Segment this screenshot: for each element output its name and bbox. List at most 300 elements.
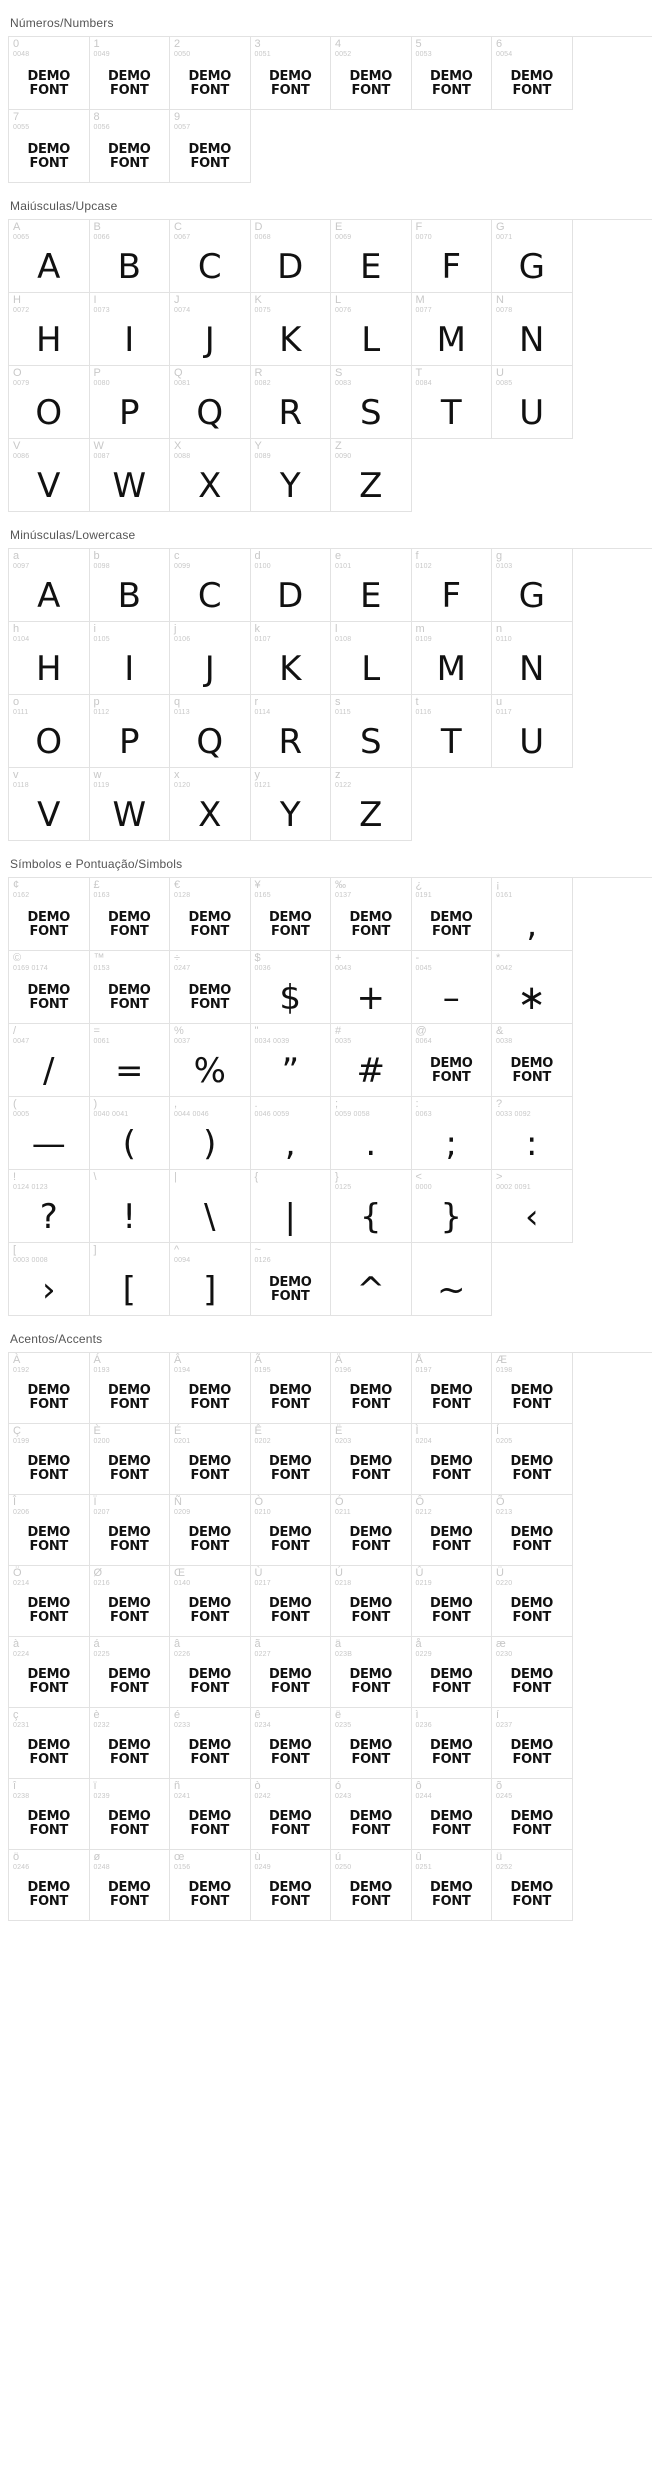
glyph-cell[interactable] [412,1024,493,1097]
glyph-cell[interactable] [412,1170,493,1243]
glyph-char-label: & [496,1025,504,1037]
glyph-char-label: n [496,623,503,635]
glyph-code-label: 0217 [254,1580,271,1587]
glyph-code-label: 0245 [496,1793,513,1800]
glyph-cell[interactable] [90,366,171,439]
glyph-char-label: à [13,1638,20,1650]
glyph-cell[interactable] [9,366,90,439]
glyph-demo-placeholder [412,1730,492,1776]
demo-line-2: FONT [512,1610,551,1625]
demo-line-1: DEMO [27,1738,70,1753]
glyph-cell[interactable] [251,1779,332,1850]
glyph-cell[interactable] [492,549,573,622]
glyph-cell[interactable] [412,37,493,110]
glyph-render: N [519,649,545,689]
glyph-cell[interactable] [170,110,251,183]
glyph-cell[interactable] [331,366,412,439]
glyph-char-label: j [174,623,177,635]
glyph-cell[interactable] [492,1024,573,1097]
glyph-cell[interactable] [492,622,573,695]
glyph-cell[interactable] [90,622,171,695]
glyph-char-label: 3 [254,38,261,50]
glyph-cell[interactable] [331,695,412,768]
glyph-cell[interactable] [331,1495,412,1566]
glyph-char-label: V [13,440,21,452]
glyph-cell[interactable] [412,220,493,293]
glyph-cell[interactable] [170,366,251,439]
demo-line-1: DEMO [510,69,553,84]
glyph-cell[interactable] [90,110,171,183]
demo-line-1: DEMO [510,1880,553,1895]
glyph-cell[interactable] [492,1424,573,1495]
glyph-code-label: 0122 [335,782,352,789]
glyph-cell[interactable] [331,1708,412,1779]
glyph-code-label: 0124 0123 [13,1184,48,1191]
glyph-char-label: r [254,696,259,708]
glyph-cell[interactable] [170,1566,251,1637]
glyph-cell[interactable] [331,549,412,622]
glyph-demo-placeholder [412,1659,492,1705]
glyph-cell[interactable] [251,366,332,439]
glyph-char-label: ê [254,1709,261,1721]
glyph-char-label: Ò [254,1496,264,1508]
glyph-cell[interactable] [251,1097,332,1170]
section-title-uppercase: Maiúsculas/Upcase [10,199,118,213]
demo-line-1: DEMO [27,1454,70,1469]
glyph-cell[interactable] [90,37,171,110]
glyph-cell[interactable] [90,1495,171,1566]
glyph-char-label: ô [415,1780,422,1792]
glyph-code-label: 0050 [174,51,191,58]
demo-line-1: DEMO [188,1383,231,1398]
glyph-cell[interactable] [170,1424,251,1495]
glyph-cell[interactable] [251,293,332,366]
demo-line-2: FONT [110,1397,149,1412]
glyph-code-label: 0112 [93,709,110,716]
demo-line-2: FONT [190,1823,229,1838]
demo-line-1: DEMO [510,1525,553,1540]
glyph-cell[interactable] [251,220,332,293]
demo-line-2: FONT [351,1610,390,1625]
glyph-cell[interactable] [90,1850,171,1921]
glyph-code-label: 0212 [415,1509,432,1516]
glyph-cell[interactable] [90,1637,171,1708]
glyph-cell[interactable] [90,549,171,622]
glyph-char-label: \ [93,1171,97,1183]
glyph-char-label: 1 [93,38,100,50]
glyph-char-label: À [13,1354,21,1366]
glyph-grid-accents [8,1352,652,1921]
glyph-char-label: # [335,1025,342,1037]
glyph-cell[interactable] [90,1353,171,1424]
glyph-cell[interactable] [170,768,251,841]
demo-line-1: DEMO [188,1667,231,1682]
glyph-code-label: 0103 [496,563,513,570]
glyph-cell[interactable] [170,1495,251,1566]
glyph-cell[interactable] [251,1353,332,1424]
glyph-code-label: 0242 [254,1793,271,1800]
glyph-cell[interactable] [9,1170,90,1243]
glyph-char-label: J [174,294,180,306]
glyph-cell[interactable] [492,1708,573,1779]
glyph-cell[interactable] [331,1566,412,1637]
glyph-cell[interactable] [331,622,412,695]
glyph-cell[interactable] [412,1850,493,1921]
demo-line-2: FONT [351,1468,390,1483]
glyph-demo-placeholder [412,902,492,948]
glyph-cell[interactable] [412,878,493,951]
glyph-cell[interactable] [251,622,332,695]
glyph-cell[interactable] [331,1779,412,1850]
glyph-cell[interactable] [412,1566,493,1637]
glyph-cell[interactable] [90,951,171,1024]
glyph-cell[interactable] [412,1353,493,1424]
glyph-cell[interactable] [492,220,573,293]
glyph-cell[interactable] [90,439,171,512]
glyph-cell[interactable] [412,1708,493,1779]
glyph-cell[interactable] [331,1024,412,1097]
demo-line-1: DEMO [188,1525,231,1540]
glyph-code-label: 0090 [335,453,352,460]
glyph-render: Y [279,795,301,835]
glyph-render: J [204,649,215,689]
glyph-cell[interactable] [90,1566,171,1637]
demo-line-2: FONT [190,1894,229,1909]
glyph-cell[interactable] [9,1779,90,1850]
glyph-cell[interactable] [9,951,90,1024]
glyph-char-label: K [254,294,262,306]
glyph-cell[interactable] [331,1170,412,1243]
glyph-cell[interactable] [9,1243,90,1316]
glyph-cell[interactable] [9,1637,90,1708]
glyph-cell[interactable] [251,439,332,512]
glyph-cell[interactable] [170,1024,251,1097]
glyph-cell[interactable] [9,622,90,695]
glyph-char-label: Ä [335,1354,343,1366]
glyph-cell[interactable] [331,1637,412,1708]
glyph-cell[interactable] [90,1097,171,1170]
glyph-code-label: 0161 [496,892,513,899]
demo-line-2: FONT [271,1823,310,1838]
glyph-cell[interactable] [251,951,332,1024]
demo-line-2: FONT [351,1539,390,1554]
demo-line-2: FONT [512,1070,551,1085]
glyph-char-label: á [93,1638,100,1650]
glyph-cell[interactable] [170,1353,251,1424]
glyph-cell[interactable] [9,1024,90,1097]
glyph-cell[interactable] [9,37,90,110]
glyph-render: C [197,576,222,616]
glyph-code-label: 0220 [496,1580,513,1587]
glyph-cell[interactable] [170,951,251,1024]
glyph-cell[interactable] [9,220,90,293]
glyph-char-label: } [335,1171,339,1183]
glyph-cell[interactable] [9,878,90,951]
glyph-cell[interactable] [331,1243,412,1316]
glyph-code-label: 0117 [496,709,512,716]
glyph-cell[interactable] [170,1243,251,1316]
glyph-char-label: ‰ [335,879,346,891]
glyph-code-label: 0233 [174,1722,191,1729]
glyph-demo-placeholder [331,1872,411,1918]
glyph-char-label: ú [335,1851,342,1863]
glyph-code-label: 0111 [13,709,29,716]
glyph-cell[interactable] [170,622,251,695]
glyph-cell[interactable] [492,951,573,1024]
glyph-cell[interactable] [9,695,90,768]
glyph-cell[interactable] [90,1024,171,1097]
glyph-cell[interactable] [170,439,251,512]
glyph-render: ^ [356,1270,385,1310]
glyph-cell[interactable] [331,1850,412,1921]
glyph-cell[interactable] [412,1495,493,1566]
glyph-cell[interactable] [170,1097,251,1170]
glyph-cell[interactable] [492,37,573,110]
glyph-char-label: . [254,1098,258,1110]
glyph-code-label: 0079 [13,380,30,387]
demo-line-2: FONT [190,924,229,939]
glyph-cell[interactable] [251,1850,332,1921]
glyph-cell[interactable] [492,1495,573,1566]
glyph-cell[interactable] [331,1097,412,1170]
glyph-cell[interactable] [170,878,251,951]
glyph-cell[interactable] [492,1170,573,1243]
glyph-code-label: 0038 [496,1038,513,1045]
glyph-code-label: 0243 [335,1793,352,1800]
glyph-cell[interactable] [251,1566,332,1637]
glyph-cell[interactable] [331,293,412,366]
glyph-render: , [284,1124,296,1164]
glyph-cell[interactable] [9,768,90,841]
glyph-cell[interactable] [170,1170,251,1243]
glyph-cell[interactable] [9,1097,90,1170]
demo-line-2: FONT [512,83,551,98]
glyph-char-label: a [13,550,20,562]
glyph-cell[interactable] [251,1637,332,1708]
glyph-cell[interactable] [331,878,412,951]
glyph-char-label: Ç [13,1425,21,1437]
glyph-char-label: Í [496,1425,500,1437]
demo-line-2: FONT [190,1752,229,1767]
glyph-demo-placeholder [492,1048,572,1094]
glyph-cell[interactable] [251,1708,332,1779]
glyph-char-label: * [496,952,501,964]
glyph-code-label: 0232 [93,1722,110,1729]
glyph-cell[interactable] [331,1424,412,1495]
demo-line-1: DEMO [430,1454,473,1469]
glyph-cell[interactable] [251,695,332,768]
glyph-cell[interactable] [90,293,171,366]
glyph-cell[interactable] [90,1243,171,1316]
glyph-cell[interactable] [412,1097,493,1170]
glyph-char-label: ÷ [174,952,181,964]
glyph-cell[interactable] [251,37,332,110]
glyph-cell[interactable] [412,293,493,366]
glyph-cell[interactable] [251,768,332,841]
glyph-render: F [441,247,462,287]
demo-line-1: DEMO [269,1454,312,1469]
glyph-cell[interactable] [492,878,573,951]
glyph-cell[interactable] [412,366,493,439]
glyph-cell[interactable] [331,951,412,1024]
glyph-char-label: Õ [496,1496,505,1508]
demo-line-2: FONT [432,1070,471,1085]
glyph-cell[interactable] [170,1637,251,1708]
glyph-cell[interactable] [9,110,90,183]
glyph-cell[interactable] [9,1566,90,1637]
glyph-cell[interactable] [170,293,251,366]
glyph-cell[interactable] [9,1850,90,1921]
demo-line-2: FONT [271,1397,310,1412]
demo-line-1: DEMO [430,1880,473,1895]
glyph-cell[interactable] [170,549,251,622]
demo-line-2: FONT [351,1681,390,1696]
glyph-cell[interactable] [492,1850,573,1921]
glyph-cell[interactable] [251,1170,332,1243]
glyph-demo-placeholder [331,1446,411,1492]
demo-line-2: FONT [29,1681,68,1696]
glyph-code-label: 0000 [415,1184,432,1191]
glyph-cell[interactable] [90,1779,171,1850]
glyph-cell[interactable] [170,1779,251,1850]
glyph-cell[interactable] [492,695,573,768]
demo-line-2: FONT [351,1397,390,1412]
glyph-cell[interactable] [331,37,412,110]
glyph-cell[interactable] [331,1353,412,1424]
glyph-code-label: 0202 [254,1438,271,1445]
glyph-cell[interactable] [492,1779,573,1850]
demo-line-1: DEMO [108,1809,151,1824]
glyph-code-label: 023B [335,1651,353,1658]
demo-line-2: FONT [512,1752,551,1767]
glyph-cell[interactable] [492,1566,573,1637]
glyph-cell[interactable] [9,1424,90,1495]
glyph-code-label: 0078 [496,307,513,314]
glyph-cell[interactable] [9,1708,90,1779]
glyph-cell[interactable] [492,1353,573,1424]
glyph-demo-placeholder [492,61,572,107]
glyph-char-label: x [174,769,180,781]
glyph-cell[interactable] [90,1708,171,1779]
glyph-char-label: " [254,1025,259,1037]
glyph-demo-placeholder [412,61,492,107]
glyph-cell[interactable] [492,366,573,439]
glyph-code-label: 0114 [254,709,271,716]
glyph-cell[interactable] [412,695,493,768]
glyph-char-label: Á [93,1354,101,1366]
glyph-cell[interactable] [90,220,171,293]
demo-line-2: FONT [110,156,149,171]
glyph-code-label: 0077 [415,307,432,314]
glyph-render: V [37,466,61,506]
glyph-cell[interactable] [412,951,493,1024]
glyph-cell[interactable] [9,1353,90,1424]
glyph-cell[interactable] [170,220,251,293]
glyph-cell[interactable] [90,878,171,951]
glyph-char-label: Ë [335,1425,343,1437]
glyph-char-label: Ì [415,1425,419,1437]
glyph-code-label: 0057 [174,124,191,131]
glyph-cell[interactable] [251,1495,332,1566]
glyph-cell[interactable] [492,293,573,366]
sections-root [8,16,653,1921]
glyph-cell[interactable] [331,439,412,512]
glyph-cell[interactable] [90,768,171,841]
glyph-code-label: 0128 [174,892,191,899]
glyph-cell[interactable] [331,768,412,841]
glyph-render: W [112,466,147,506]
glyph-cell[interactable] [412,622,493,695]
glyph-char-label: ¥ [254,879,261,891]
glyph-cell[interactable] [412,549,493,622]
glyph-cell[interactable] [251,878,332,951]
glyph-code-label: 0116 [415,709,432,716]
glyph-code-label: 0101 [335,563,352,570]
glyph-code-label: 0163 [93,892,110,899]
glyph-cell[interactable] [251,1424,332,1495]
glyph-cell[interactable] [412,1424,493,1495]
glyph-code-label: 0034 0039 [254,1038,290,1045]
glyph-char-label: ñ [174,1780,181,1792]
glyph-code-label: 0005 [13,1111,30,1118]
glyph-cell[interactable] [251,549,332,622]
glyph-cell[interactable] [492,1637,573,1708]
glyph-cell[interactable] [9,439,90,512]
glyph-render: } [440,1197,463,1237]
glyph-char-label: Û [415,1567,424,1579]
glyph-char-label: É [174,1425,182,1437]
glyph-char-label: G [496,221,505,233]
glyph-cell[interactable] [9,293,90,366]
glyph-cell[interactable] [412,1637,493,1708]
glyph-cell[interactable] [90,1424,171,1495]
glyph-demo-placeholder [251,1267,331,1313]
glyph-char-label: 5 [415,38,422,50]
glyph-cell[interactable] [90,1170,171,1243]
glyph-cell[interactable] [251,1024,332,1097]
glyph-cell[interactable] [412,1243,493,1316]
glyph-cell[interactable] [331,220,412,293]
glyph-char-label: 6 [496,38,503,50]
glyph-cell[interactable] [9,1495,90,1566]
glyph-render: + [356,978,385,1018]
glyph-cell[interactable] [170,1850,251,1921]
glyph-cell[interactable] [9,549,90,622]
glyph-cell[interactable] [90,695,171,768]
demo-line-2: FONT [110,1468,149,1483]
glyph-char-label: ( [13,1098,17,1110]
glyph-char-label: M [415,294,425,306]
glyph-cell[interactable] [412,1779,493,1850]
demo-line-2: FONT [271,1681,310,1696]
glyph-cell[interactable] [492,1097,573,1170]
glyph-demo-placeholder [331,1588,411,1634]
demo-line-2: FONT [271,1894,310,1909]
glyph-render: C [197,247,222,287]
glyph-demo-placeholder [90,1446,170,1492]
glyph-char-label: Ñ [174,1496,182,1508]
glyph-cell[interactable] [170,1708,251,1779]
glyph-char-label: ã [254,1638,261,1650]
glyph-render: Q [196,393,224,433]
glyph-cell[interactable] [251,1243,332,1316]
demo-line-1: DEMO [188,1880,231,1895]
glyph-cell[interactable] [170,37,251,110]
glyph-char-label: U [496,367,504,379]
glyph-char-label: , [174,1098,178,1110]
glyph-char-label: Ï [93,1496,97,1508]
glyph-cell[interactable] [170,695,251,768]
